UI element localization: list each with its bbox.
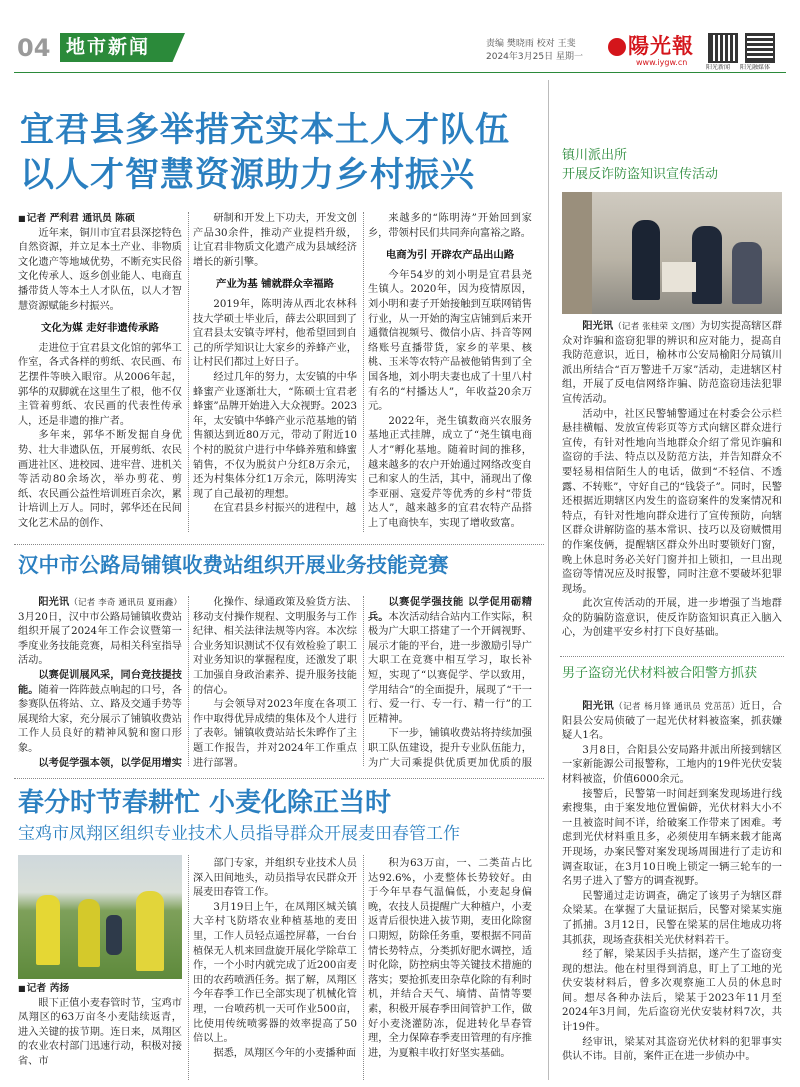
headline: 春分时节春耕忙 小麦化除正当时: [18, 788, 392, 818]
paragraph: [193, 698, 357, 771]
qr-code-icon[interactable]: [745, 33, 775, 63]
credit: （记者 李奇 通讯员 夏雨鑫）: [69, 598, 182, 608]
paragraph: 在宜君县乡村振兴的进程中，越: [213, 503, 357, 515]
paragraph-text: 化操作、绿通政策及验货方法、移动支付操作规程、文明服务与工作纪律、相关法律法规等内容。本次综合业务知识测试不仅有效检验了职工对业务知识的掌握程度，还激发了职工加强自身政治素养、提升服务技能的信心。: [193, 597, 357, 696]
article-column: [562, 320, 782, 645]
side-headline: [562, 146, 782, 186]
lead-phrase: 以赛促训展风采，同台竞技提技能。: [18, 669, 182, 696]
side-headline-line-1: 镇川派出所: [562, 148, 628, 163]
paragraph-text: 近日，合阳县公安局侦破了一起光伏材料被盗案，抓获嫌疑人1名。: [562, 701, 782, 742]
article-column: [18, 212, 182, 537]
editors-line: 责编 樊晓雨 校对 王斐: [486, 39, 576, 49]
police-photo: [562, 192, 782, 314]
paragraph: 积为63万亩，一、二类苗占比达92.6%，小麦整体长势较好。由于今年早春气温偏低，小麦起身偏晚，农技人员提醒广大种植户，小麦返青后很快进入拔节期，麦田化除窗口期短，防除任务重，要根据不同苗情长势特点，分类抓好肥水调控，适时化除，防控病虫等关键技术措施的落实；要抢抓麦田杂草化除的有利时机，并结合天气、墒情、苗情等要素，积极开展春季田间管护工作，做好小麦浇灌防冻，促进转化旱春管理，全力保障春季麦田管理的有序推进，为夏粮丰收打好坚实基础。: [368, 858, 532, 1059]
logo-url: www.iygw.cn: [636, 58, 688, 67]
side-headline-line-2: 开展反诈防盗知识宣传活动: [562, 167, 719, 182]
paragraph: [562, 408, 782, 598]
paragraph: 走进位于宜君县文化馆的郭华工作室，各式各样的剪纸、农民画、布艺摆件等映入眼帘。从2006年起，郭华的双脚就在这里生了根，他不仅主管着剪纸、农民画的代表性传承人，还是非遗的推广者。: [18, 342, 182, 427]
dateline: 阳光讯: [38, 597, 70, 608]
paragraph: [562, 890, 782, 948]
paragraph: [562, 597, 782, 641]
qr-label: 阳光融媒体: [740, 64, 771, 70]
paragraph: 2019年，陈明涛从西北农林科技大学硕士毕业后，薛去公职回到了宜君县太安镇寺坪村，他希望回到自己的所学知识让大家乡的养蜂产业，让村民们都过上好日子。: [193, 298, 357, 369]
paragraph: [562, 948, 782, 1036]
paragraph-text: 为切实提高辖区群众对诈骗和盗窃犯罪的辨识和应对能力，提高自我防范意识，近日，榆林市公安局榆阳分局镇川派出所结合“百万警进千万家”活动，走进辖区村组，开展了反电信网络诈骗、防范盗窃违法犯罪宣传活动。: [562, 321, 782, 405]
paragraph: [18, 669, 182, 757]
paragraph: [368, 596, 532, 727]
paragraph: 2022年，尧生镇数商兴农服务基地正式挂牌，成立了“尧生镇电商人才”孵化基地。随着时间的推移，越来越多的农户开始通过网络改变自己和家人的生活，其中，涌现出了像李亚丽、寇爱芹等优秀的乡村“带货达人”，越来越多的宜君农特产品搭上了电商快车，实现了增收致富。: [368, 415, 532, 529]
paragraph: [562, 700, 782, 744]
paragraph: 眼下正值小麦春管时节，宝鸡市凤翔区的63万亩冬小麦陆续返青，进入关键的拔节期。连日来，凤翔区的农业农村部门迅速行动，积极对接省、市: [18, 997, 182, 1067]
paragraph: 据悉，凤翔区今年的小麦播种面: [213, 1047, 357, 1059]
paragraph: [368, 727, 532, 771]
newspaper-logo: 陽光報: [628, 33, 694, 58]
paragraph: [562, 1036, 782, 1065]
paragraph: [562, 744, 782, 788]
sun-logo-icon: [608, 38, 626, 56]
subheadline: 宝鸡市凤翔区组织专业技术人员指导群众开展麦田春管工作: [18, 824, 460, 844]
subheading: 电商为引 开辟农产品出山路: [385, 249, 515, 262]
article-column: [193, 596, 357, 771]
qr-label: 阳光新闻: [706, 64, 731, 70]
paragraph: [193, 596, 357, 698]
credit: （记者 张桂荣 文/图）: [613, 322, 700, 332]
dateline: 阳光讯: [582, 321, 614, 332]
header-rule: [14, 72, 786, 73]
paragraph: 今年54岁的刘小明是宜君县尧生镇人。2020年，因为疫情原因，刘小明和妻子开始接触到互联网销售行业，从一开始的淘宝店铺到后来开通微信视频号、微信小店、抖音等网络账号直播带货，家乡的苹果、核桃、玉米等农特产品被他销售到了全国各地，刘小明夫妻也成了十里八村有名的“村播达人”，年收益20余万元。: [368, 269, 532, 413]
paragraph: 近年来，铜川市宜君县深挖特色自然资源，并立足本土产业、非物质文化遗产等地域优势，不断充实民俗文化传承人、返乡创业能人、电商直播带货人等本土人才队伍，以人才智慧资源赋能乡村振兴。: [18, 227, 182, 312]
headline: [20, 108, 550, 208]
headline-line-1: 宜君县多举措充实本土人才队伍: [20, 110, 510, 150]
paragraph-text: 经了解，梁某因手头拮据，遂产生了盗窃变现的想法。他在村里得到消息，盯上了工地的光伏安装材料后，曾多次观察施工人员的休息时间。想尽各种办法后，梁某于2023年11月至2024年3月间，先后盗窃光伏安装材料7次，共计19件。: [562, 949, 782, 1034]
paragraph-text: 接警后，民警第一时间赶到案发现场进行线索搜集，由于案发地位置偏僻，光伏材料大小不一且被盗时间不详，给破案工作带来了困难。考虑到光伏材料重且多，必须使用车辆来载才能离开现场，办案民警对案发现场周围进行了走访和调查取证，在3月10日晚上锁定一辆三轮车的一名男子进入了警方的调查视野。: [562, 788, 782, 888]
paragraph-text: 此次宣传活动的开展，进一步增强了当地群众的防骗防盗意识，使反诈防盗知识真正入脑入心，为创建平安乡村打下良好基础。: [562, 598, 782, 639]
article-column: [368, 596, 532, 771]
paragraph: [18, 757, 182, 771]
paragraph: [18, 596, 182, 669]
article-column: [368, 212, 532, 537]
article-column: [562, 700, 782, 1080]
paragraph: 经过几年的努力，太安镇的中华蜂蜜产业逐渐壮大，“陈硕士宜君老蜂蜜”品牌开始进入大众视野。2023年，太安镇中华蜂产业示范基地的销售额达到近80万元，带动了附近10个村的脱贫户进行中华蜂养殖和蜂蜜销售，不仅为脱贫户分红8万余元，还为村集体分红1万余元，陈明涛实现了自己最初的理想。: [193, 371, 357, 500]
paragraph-text: 民警通过走访调查，确定了该男子为辖区群众梁某。在掌握了大量证据后，民警对梁某实施了抓捕。3月12日，民警在梁某的居住地成功将其抓获，现场查获相关光伏材料若干。: [562, 890, 782, 946]
headline: 汉中市公路局铺镇收费站组织开展业务技能竞赛: [18, 553, 449, 577]
paragraph-text: 下一步，铺镇收费站将持续加强职工队伍建设，提升专业队伍能力，为广大司乘提供优质更加优质的服: [368, 728, 532, 769]
paragraph-text: 活动中，社区民警辅警通过在村委会公示栏悬挂横幅、发放宣传彩页等方式向辖区群众进行宣传，有针对性地向当地群众介绍了常见诈骗和盗窃的手法、特点以及防范方法，并告知群众不要轻易相信陌生人的电话，做到“不轻信、不透露、不转账”，守好自己的“钱袋子”。同时，民警还根据近期辖区内发生的盗窃案件的发案情况和特点，有针对性地向群众进行了宣传预防，向辖区群众讲解防盗的基本常识、技巧以及窃贼惯用的作案伎俩，提醒辖区群众外出时要锁好门窗，晚上休息时务必关好门窗并扣上锁扣，一旦出现盗窃等情况应及时报警，同时注意不要破坏犯罪现场。: [562, 408, 782, 595]
wheat-field-photo: [18, 855, 182, 979]
paragraph-text: 与会领导对2023年度在各项工作中取得优异成绩的集体及个人进行了表彰。铺镇收费站站长朱晔作了主题工作报告，并对2024年工作重点进行部署。: [193, 699, 357, 769]
paragraph-text: 3月8日，合阳县公安局路井派出所接到辖区一家新能源公司报警称，工地内的19件光伏安装材料被盗，价值6000余元。: [562, 744, 782, 785]
article-column: [18, 596, 182, 771]
paragraph: [562, 788, 782, 890]
paragraph: 来越多的“陈明涛”开始回到家乡，带领村民们共同奔向富裕之路。: [368, 213, 532, 239]
article-column: [193, 212, 357, 537]
subheading: 产业为基 铺就群众幸福路: [216, 278, 334, 291]
page-number: 04: [17, 34, 51, 62]
paragraph-text: 本次活动结合站内工作实际，积极为广大职工搭建了一个开阔视野、展示才能的平台，进一步激励引导广大职工在竞赛中相互学习，取长补短，实现了“以赛促学、学以致用，学用结合”的全面提升，展现了“干一行、爱一行、专一行、精一行”的工匠精神。: [368, 611, 532, 725]
byline: ■ 记者 芮扬: [18, 982, 182, 997]
dateline: 阳光讯: [582, 701, 615, 712]
paragraph: 部门专家，并组织专业技术人员深入田间地头，动员指导农民群众开展麦田春管工作。: [193, 858, 357, 899]
article-column: [18, 982, 182, 1082]
article-column: [193, 857, 357, 1082]
issue-date: 2024年3月25日 星期一: [486, 52, 583, 62]
lead-phrase: 以赛促学强技能 以学促用砺精兵。: [368, 597, 532, 623]
side-headline: 男子盗窃光伏材料被合阳警方抓获: [562, 666, 758, 681]
paragraph: 研制和开发上下功夫，开发文创产品30余件，推动产业提档升级，让宜君非物质文化遗产成为县域经济增长的新引擎。: [193, 213, 357, 268]
paragraph: [562, 320, 782, 408]
credit: （记者 杨月锋 通讯员 党茁茁）: [614, 702, 741, 712]
lead-phrase: 以考促学强本领，以学促用增实: [38, 757, 182, 769]
subheading: 文化为媒 走好非遗传承路: [41, 322, 159, 335]
paragraph: 3月19日上午，在凤翔区城关镇大辛村飞防塔农业种植基地的麦田里，工作人员轻点遥控屏幕，一台台植保无人机来回盘旋开展化学除草工作，一个小时内就完成了近200亩麦田的农药喷洒任务。据了解，凤翔区今年春季工作已全部实现了机械化管理，一台喷药机一天可作业500亩，比使用传统喷雾器的效率提高了50倍以上。: [193, 901, 357, 1045]
qr-code-icon[interactable]: [708, 33, 738, 63]
byline: ■ 记者 严利君 通讯员 陈硕: [18, 212, 182, 227]
paragraph-text: 3月20日，汉中市公路局铺镇收费站组织开展了2024年工作会议暨第一季度业务技能竞赛，局相关科室指导活动。: [18, 611, 182, 667]
paragraph-text: 随着一阵阵鼓点响起的口号，各参赛队伍将站、立、路及交通手势等展现给大家，充分展示了铺镇收费站工作人员良好的精神风貌和窗口形象。: [18, 684, 182, 754]
section-name: 地市新闻: [66, 36, 151, 58]
paragraph-text: 经审讯，梁某对其盗窃光伏材料的犯罪事实供认不讳。目前，案件正在进一步侦办中。: [562, 1036, 782, 1063]
paragraph: 多年来，郭华不断发掘自身优势、壮大非遗队伍，开展剪纸、农民画进社区、进校园、进牢营、进机关等活动80余场次，举办剪花、剪纸、农民画公益性培训班百余次，累计培训上万人。同时，郭华还在民间文化艺术品的创作、: [18, 430, 182, 529]
article-column: [368, 857, 532, 1082]
page-header: [0, 0, 800, 70]
headline-line-2: 以人才智慧资源助力乡村振兴: [20, 155, 475, 195]
